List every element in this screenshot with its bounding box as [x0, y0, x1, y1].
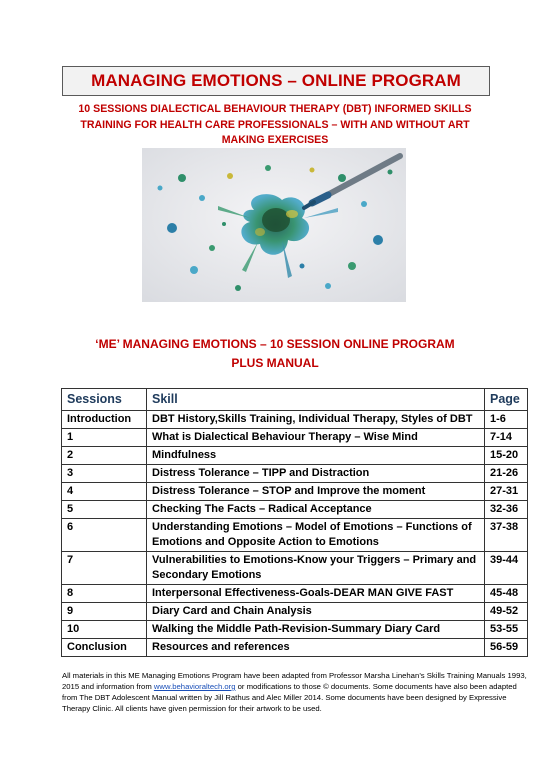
skill-cell: Mindfulness [147, 447, 485, 465]
session-cell: 1 [62, 429, 147, 447]
table-header-row [62, 389, 528, 411]
table-row [62, 639, 528, 657]
page-cell: 37-38 [485, 519, 528, 552]
program-title-line-1: ‘ME’ MANAGING EMOTIONS – 10 SESSION ONLINE PROGRAM [95, 337, 455, 351]
table-row [62, 465, 528, 483]
table-row [62, 621, 528, 639]
table-row [62, 603, 528, 621]
skill-cell: Walking the Middle Path-Revision-Summary Diary Card [147, 621, 485, 639]
footnote-text-1: All materials in this ME Managing Emotions Program have been adapted from Professor Marsha Linehan’s Skills Training Manuals 1993, 2015 and information from [62, 671, 527, 691]
session-cell: 10 [62, 621, 147, 639]
skill-cell: Vulnerabilities to Emotions-Know your Triggers – Primary and Secondary Emotions [147, 552, 485, 585]
session-cell: 2 [62, 447, 147, 465]
program-title-line-2: PLUS MANUAL [231, 356, 319, 370]
table-row [62, 585, 528, 603]
skill-cell: Diary Card and Chain Analysis [147, 603, 485, 621]
footnote-text-2: or modifications to those © documents. Some documents have also been adapted from The DBT Adolescent Manual written by Jill Rathus and Alec Miller 2014. Some documents have been designed by Expressive Therapy Clinic. All clients have given permission for their artwork to be used. [62, 682, 517, 713]
skill-cell: Understanding Emotions – Model of Emotions – Functions of Emotions and Opposite Action to Emotions [147, 519, 485, 552]
skill-cell: Resources and references [147, 639, 485, 657]
skill-cell: Interpersonal Effectiveness-Goals-DEAR MAN GIVE FAST [147, 585, 485, 603]
copyright-footnote [62, 670, 528, 714]
session-cell: 7 [62, 552, 147, 585]
table-row [62, 483, 528, 501]
session-cell: 8 [62, 585, 147, 603]
session-cell: 5 [62, 501, 147, 519]
header-skill: Skill [147, 389, 485, 411]
page-cell: 53-55 [485, 621, 528, 639]
session-cell: 4 [62, 483, 147, 501]
page-cell: 1-6 [485, 411, 528, 429]
header-sessions: Sessions [62, 389, 147, 411]
session-cell: 9 [62, 603, 147, 621]
page-title: MANAGING EMOTIONS – ONLINE PROGRAM [91, 71, 461, 90]
skill-cell: DBT History,Skills Training, Individual Therapy, Styles of DBT [147, 411, 485, 429]
session-cell: 6 [62, 519, 147, 552]
header-page: Page [485, 389, 528, 411]
program-title [60, 335, 490, 373]
skill-cell: Distress Tolerance – STOP and Improve the moment [147, 483, 485, 501]
skill-cell: What is Dialectical Behaviour Therapy – Wise Mind [147, 429, 485, 447]
table-row [62, 429, 528, 447]
table-row [62, 519, 528, 552]
page-cell: 32-36 [485, 501, 528, 519]
table-row [62, 447, 528, 465]
session-cell: 3 [62, 465, 147, 483]
ink-splash-painting [142, 148, 406, 302]
page-cell: 56-59 [485, 639, 528, 657]
skill-cell: Checking The Facts – Radical Acceptance [147, 501, 485, 519]
table-row [62, 552, 528, 585]
page-title-box [62, 66, 490, 96]
page-cell: 49-52 [485, 603, 528, 621]
session-cell: Conclusion [62, 639, 147, 657]
page-cell: 39-44 [485, 552, 528, 585]
page-cell: 45-48 [485, 585, 528, 603]
page-subtitle: 10 SESSIONS DIALECTICAL BEHAVIOUR THERAPY (DBT) INFORMED SKILLS TRAINING FOR HEALTH CARE PROFESSIONALS – WITH AND WITHOUT ART MAKING EXERCISES [78, 103, 472, 146]
page-cell: 27-31 [485, 483, 528, 501]
table-row [62, 501, 528, 519]
skill-cell: Distress Tolerance – TIPP and Distraction [147, 465, 485, 483]
behavioraltech-link[interactable]: www.behavioraltech.org [153, 682, 236, 691]
page-cell: 15-20 [485, 447, 528, 465]
session-cell: Introduction [62, 411, 147, 429]
table-row [62, 411, 528, 429]
page-cell: 21-26 [485, 465, 528, 483]
page-cell: 7-14 [485, 429, 528, 447]
sessions-table [61, 388, 528, 657]
